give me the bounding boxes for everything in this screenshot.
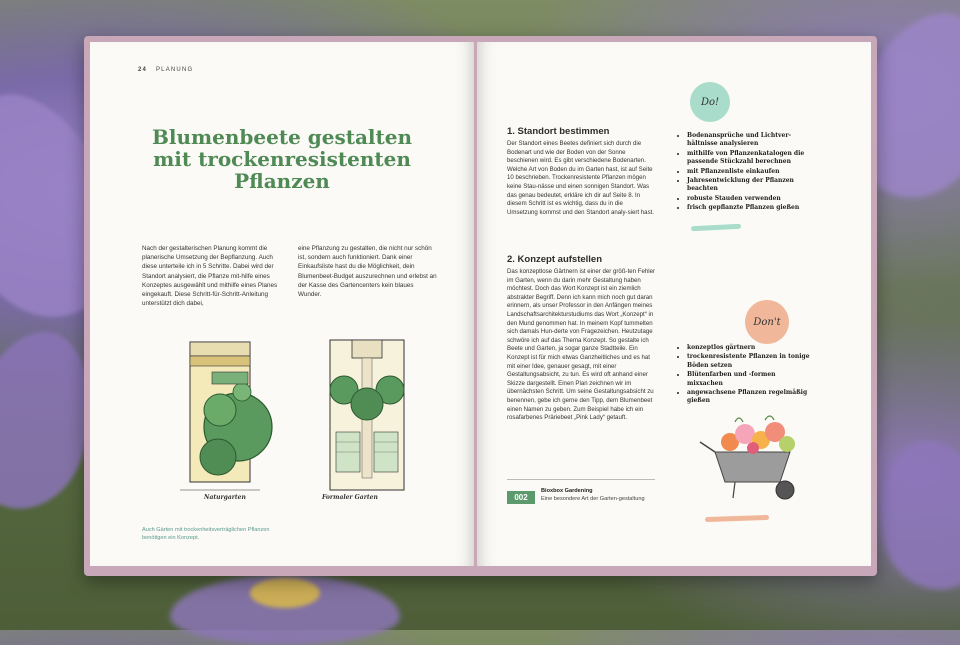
dont-item: • trockenresistente Pflanzen in tonige Böden setzen	[687, 353, 812, 370]
step2-text: Das konzeptlose Gärtnern ist einer der größ-ten Fehler im Garten, wenn du darin mehr Gestaltung haben möchtest. Doch das Wort Konzept ist ein ziemlich abstrakter Begriff. Denn ich kann mich noch gut daran erinnern, als unser Professor in den Anfängen meines Landschaftsarchitekturstudiums das Wort „Konzept“ in den Mund genommen hat. In meinem Kopf tummelten sich damals Hun-derte von Fragezeichen. Heutzutage schwöre ich auf das Thema Konzept. So gestalte ich Beete und Garten, ja sogar ganze Stadtteile. Ein Konzept ist für mich etwas Ganzheitliches und es hat mit einer Idee, genauer gesagt, mit einer Gestaltungsabsicht, zu tun. Es wird oft anhand einer Skizze dargestellt. Einen Plan zeichnen wir im übernächsten Schritt. Um seine Gestaltungsabsicht zu benennen, gebe ich gerne den Tipp, dem Blumenbeet einen Namen zu geben. Zum Beispiel habe ich ein rosafarbenes Präriebeet „Pink Lady“ getauft.	[507, 268, 656, 422]
do-item: • mithilfe von Pflanzenkatalogen die passende Stückzahl berechnen	[687, 150, 812, 167]
dont-item: • angewachsene Pflanzen regelmäßig gießen	[687, 389, 812, 406]
formaler-garten-sketch	[312, 332, 422, 512]
naturgarten-label: Naturgarten	[204, 494, 246, 501]
do-badge: Do!	[690, 82, 730, 122]
page-number: 24	[138, 67, 148, 73]
right-page	[477, 42, 871, 566]
left-page	[90, 42, 474, 566]
section-name: PLANUNG	[155, 67, 194, 73]
dont-item: • Blütenfarben und -formen mixxachen	[687, 371, 812, 388]
formaler-garten-sketch-drawing	[312, 332, 422, 512]
page-title: Blumenbeete gestalten mit trockenresistenten Pflanzen	[151, 125, 413, 193]
do-item: • mit Pflanzenliste einkaufen	[687, 168, 812, 176]
do-item: • Bodenansprüche und Lichtver-hältnisse analysieren	[687, 132, 812, 149]
background-flower-center	[250, 578, 320, 608]
intro-column-1: Nach der gestalterischen Planung kommt die planerische Umsetzung der Bepflanzung. Auch diese unterteile ich in 5 Schritte. Dabei wird der Standort analysiert, die Pflanze mit-hilfe eines Konzeptes ausgewählt und mithilfe eines Planes eingekauft. Diese Schritt-für-Schritt-Anleitung unterstützt dich dabei,	[142, 245, 278, 308]
do-item: • robuste Stauden verwenden	[687, 195, 812, 203]
open-book	[84, 36, 877, 576]
background-flower	[868, 432, 960, 599]
footer-text	[541, 488, 651, 503]
wheelbarrow-illustration	[695, 412, 825, 502]
do-item: • frisch gepflanzte Pflanzen gießen	[687, 204, 812, 212]
do-item: • Jahresentwicklung der Pflanzen beachten	[687, 177, 812, 194]
dont-item: • konzeptlos gärtnern	[687, 344, 812, 352]
footer-title: Bioxbox Gardening	[541, 488, 593, 494]
footer-rule	[507, 479, 655, 480]
do-list	[679, 132, 812, 214]
step1-text: Der Standort eines Beetes definiert sich durch die Bodenart und wie der Boden von der Sonne beschienen wird. Es gibt verschiedene Bodenarten. Welche Art von Boden du im Garten hast, ist auf Seite 10 beschrieben. Trockenresistente Pflanzen mögen keine Stau-nässe und einen sonnigen Standort. Was das genau bedeutet, erkläre ich dir auf Seite 8. In diesem Schritt ist es wichtig, dass du in die Umsetzung kommst und den Standort analy-siert hast.	[507, 140, 654, 216]
step2-heading: 2. Konzept aufstellen	[507, 254, 603, 265]
dont-accent-stroke	[705, 515, 769, 522]
footer-number-badge: 002	[507, 491, 535, 504]
dont-badge: Don't	[745, 300, 789, 344]
naturgarten-sketch	[160, 332, 300, 512]
footer-subtitle: Eine besondere Art der Garten-gestaltung	[541, 495, 645, 502]
running-head	[138, 67, 193, 73]
sketch-caption: Auch Gärten mit trockenheitsverträglichen Pflanzen benötigen ein Konzept.	[142, 527, 270, 541]
intro-column-2: eine Pflanzung zu gestalten, die nicht nur schön ist, sondern auch funktioniert. Dank einer Einkaufsliste hast du die Möglichkeit, dein Blumenbeet-Budget auszurechnen und erlebst an der Kasse des Gartencenters kein blaues Wunder.	[298, 245, 437, 299]
step1-heading: 1. Standort bestimmen	[507, 126, 610, 137]
formaler-garten-label: Formaler Garten	[322, 494, 378, 501]
do-accent-stroke	[691, 224, 741, 232]
dont-list	[679, 344, 812, 407]
naturgarten-sketch-drawing	[160, 332, 300, 512]
